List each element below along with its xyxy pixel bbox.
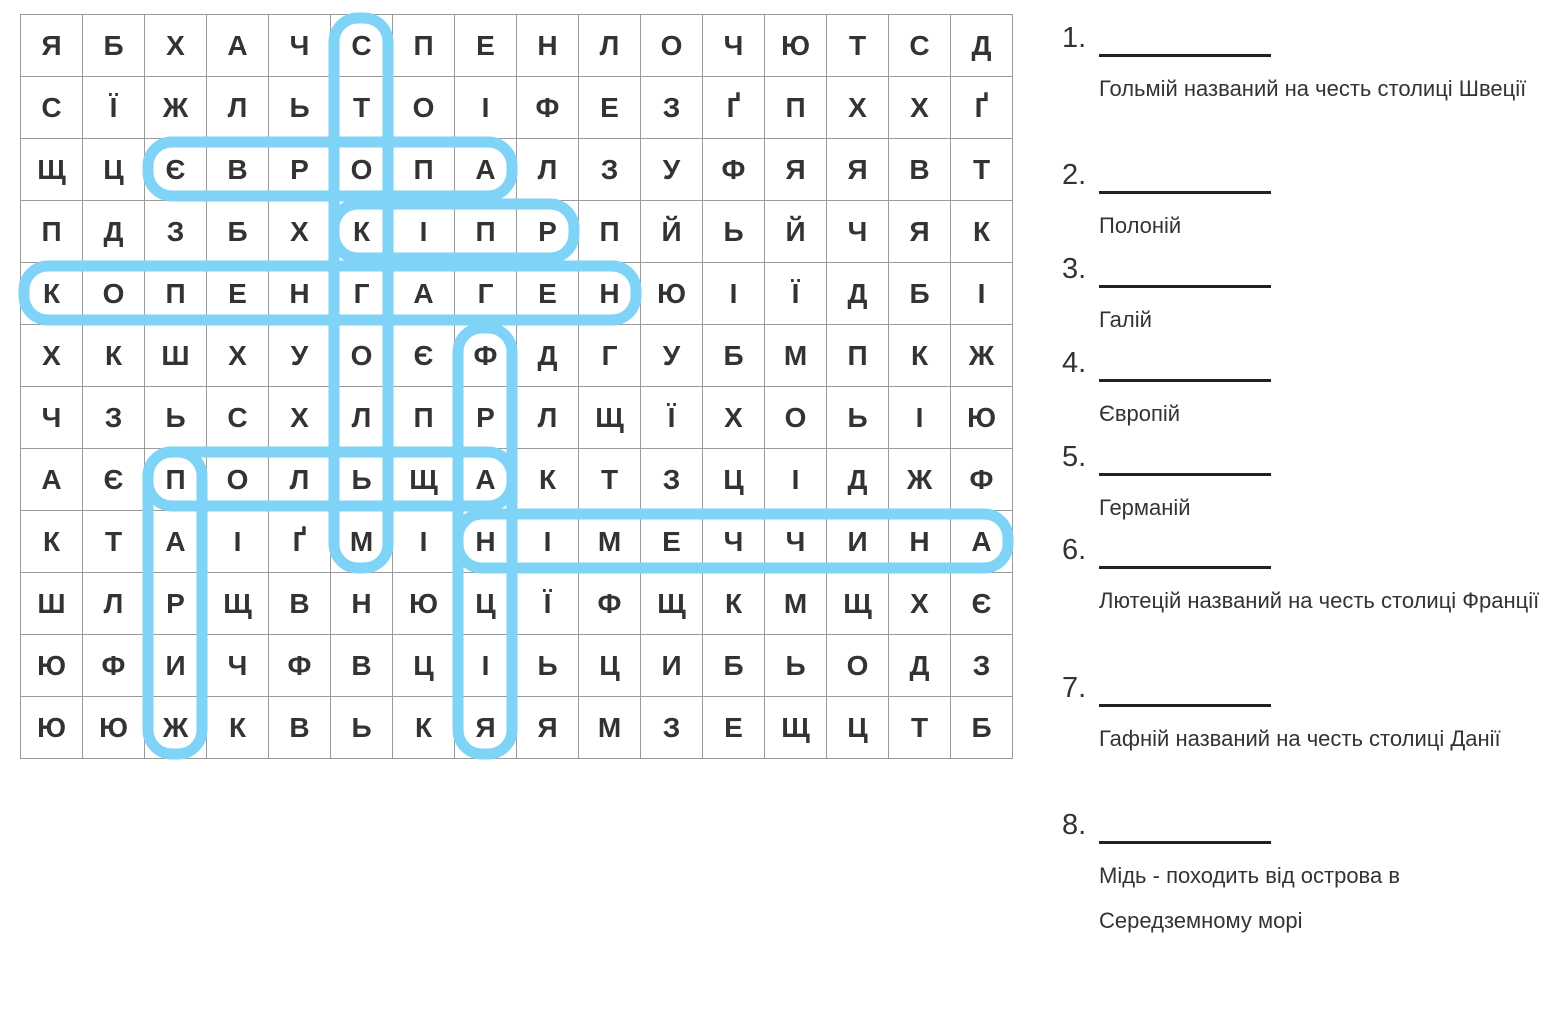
grid-cell[interactable]: П [765, 77, 827, 139]
grid-cell[interactable]: Ї [765, 263, 827, 325]
grid-cell[interactable]: П [455, 201, 517, 263]
grid-cell[interactable]: П [827, 325, 889, 387]
grid-cell[interactable]: А [21, 449, 83, 511]
grid-cell[interactable]: Ц [579, 635, 641, 697]
grid-cell[interactable]: Т [579, 449, 641, 511]
answer-blank[interactable] [1099, 191, 1271, 194]
grid-cell[interactable]: Ф [269, 635, 331, 697]
grid-cell[interactable]: Т [951, 139, 1013, 201]
grid-cell[interactable]: Т [827, 15, 889, 77]
grid-cell[interactable]: З [83, 387, 145, 449]
grid-cell[interactable]: Ц [703, 449, 765, 511]
grid-cell[interactable]: Б [83, 15, 145, 77]
grid-cell[interactable]: К [517, 449, 579, 511]
grid-cell[interactable]: Ю [641, 263, 703, 325]
grid-cell[interactable]: І [455, 635, 517, 697]
grid-cell[interactable]: І [765, 449, 827, 511]
grid-cell[interactable]: Я [889, 201, 951, 263]
grid-cell[interactable]: І [393, 201, 455, 263]
grid-cell[interactable]: И [145, 635, 207, 697]
grid-cell[interactable]: Ґ [269, 511, 331, 573]
grid-cell[interactable]: Д [827, 263, 889, 325]
grid-cell[interactable]: О [393, 77, 455, 139]
grid-cell[interactable]: Х [269, 387, 331, 449]
grid-cell[interactable]: Ц [393, 635, 455, 697]
grid-cell[interactable]: В [207, 139, 269, 201]
grid-cell[interactable]: А [455, 449, 517, 511]
grid-cell[interactable]: Р [269, 139, 331, 201]
grid-cell[interactable]: Щ [765, 697, 827, 759]
grid-cell[interactable]: Н [331, 573, 393, 635]
grid-cell[interactable]: С [21, 77, 83, 139]
grid-cell[interactable]: К [703, 573, 765, 635]
answer-blank[interactable] [1099, 841, 1271, 844]
grid-cell[interactable]: Ч [703, 511, 765, 573]
grid-cell[interactable]: Л [517, 387, 579, 449]
grid-row [21, 573, 1013, 635]
grid-cell[interactable]: Щ [21, 139, 83, 201]
grid-row [21, 511, 1013, 573]
grid-cell[interactable]: Ї [83, 77, 145, 139]
grid-cell[interactable]: К [207, 697, 269, 759]
grid-cell[interactable]: З [951, 635, 1013, 697]
grid-cell[interactable]: П [21, 201, 83, 263]
grid-row [21, 635, 1013, 697]
grid-cell[interactable]: Щ [393, 449, 455, 511]
grid-cell[interactable]: П [579, 201, 641, 263]
grid-cell[interactable]: Ю [83, 697, 145, 759]
grid-cell[interactable]: Ї [517, 573, 579, 635]
grid-cell[interactable]: Б [207, 201, 269, 263]
grid-cell[interactable]: Ь [517, 635, 579, 697]
clue-number: 5. [1062, 441, 1087, 473]
grid-cell[interactable]: Ф [83, 635, 145, 697]
clue-number: 6. [1062, 534, 1087, 566]
grid-cell[interactable]: Т [889, 697, 951, 759]
grid-cell[interactable]: Е [579, 77, 641, 139]
grid-cell[interactable]: Є [951, 573, 1013, 635]
grid-cell[interactable]: К [21, 511, 83, 573]
grid-cell[interactable]: Ф [579, 573, 641, 635]
grid-cell[interactable]: Ч [207, 635, 269, 697]
grid-cell[interactable]: Д [83, 201, 145, 263]
grid-cell[interactable]: А [207, 15, 269, 77]
grid-cell[interactable]: Е [641, 511, 703, 573]
grid-cell[interactable]: Ж [951, 325, 1013, 387]
grid-cell[interactable]: Д [951, 15, 1013, 77]
grid-cell[interactable]: Р [455, 387, 517, 449]
grid-cell[interactable]: Д [517, 325, 579, 387]
grid-cell[interactable]: Щ [641, 573, 703, 635]
grid-cell[interactable]: Л [83, 573, 145, 635]
grid-cell[interactable]: Е [703, 697, 765, 759]
grid-cell[interactable]: Р [145, 573, 207, 635]
answer-blank[interactable] [1099, 473, 1271, 476]
answer-blank[interactable] [1099, 566, 1271, 569]
grid-cell[interactable]: Ц [827, 697, 889, 759]
grid-cell[interactable]: Й [765, 201, 827, 263]
grid-cell[interactable]: Б [703, 635, 765, 697]
grid-cell[interactable]: Ю [21, 697, 83, 759]
grid-cell[interactable]: Ф [703, 139, 765, 201]
grid-cell[interactable]: Е [517, 263, 579, 325]
grid-cell[interactable]: Ж [145, 77, 207, 139]
grid-cell[interactable]: М [579, 697, 641, 759]
grid-cell[interactable]: Є [145, 139, 207, 201]
grid-cell[interactable]: З [641, 77, 703, 139]
grid-cell[interactable]: К [21, 263, 83, 325]
grid-cell[interactable]: Ш [21, 573, 83, 635]
grid-cell[interactable]: Ь [145, 387, 207, 449]
grid-cell[interactable]: Ь [827, 387, 889, 449]
grid-cell[interactable]: С [889, 15, 951, 77]
grid-cell[interactable]: Б [889, 263, 951, 325]
grid-cell[interactable]: Я [827, 139, 889, 201]
grid-cell[interactable]: А [145, 511, 207, 573]
grid-cell[interactable]: І [455, 77, 517, 139]
grid-cell[interactable]: І [703, 263, 765, 325]
grid-cell[interactable]: Ф [517, 77, 579, 139]
grid-cell[interactable]: К [951, 201, 1013, 263]
grid-cell[interactable]: Ч [269, 15, 331, 77]
grid-cell[interactable]: Д [889, 635, 951, 697]
grid-cell[interactable]: Х [889, 573, 951, 635]
grid-cell[interactable]: Л [517, 139, 579, 201]
grid-cell[interactable]: В [269, 697, 331, 759]
grid-cell[interactable]: С [207, 387, 269, 449]
grid-cell[interactable]: Ю [393, 573, 455, 635]
clue-number: 3. [1062, 253, 1087, 285]
grid-cell[interactable]: З [579, 139, 641, 201]
grid-cell[interactable]: Ф [455, 325, 517, 387]
grid-cell[interactable]: Ь [331, 697, 393, 759]
grid-row [21, 77, 1013, 139]
grid-cell[interactable]: Т [331, 77, 393, 139]
grid-cell[interactable]: С [331, 15, 393, 77]
grid-cell[interactable]: О [827, 635, 889, 697]
grid-cell[interactable]: Ч [765, 511, 827, 573]
clue-text: Гафній названий на честь столиці Данії [1099, 726, 1501, 751]
grid-cell[interactable]: М [331, 511, 393, 573]
clue-number: 8. [1062, 809, 1087, 841]
grid-cell[interactable]: Б [703, 325, 765, 387]
grid-cell[interactable]: П [393, 387, 455, 449]
grid-cell[interactable]: Ж [889, 449, 951, 511]
grid-cell[interactable]: Ц [83, 139, 145, 201]
grid-cell[interactable]: Ц [455, 573, 517, 635]
grid-cell[interactable]: Є [83, 449, 145, 511]
grid-cell[interactable]: В [269, 573, 331, 635]
grid-cell[interactable]: Н [889, 511, 951, 573]
answer-blank[interactable] [1099, 704, 1271, 707]
grid-cell[interactable]: А [393, 263, 455, 325]
grid-cell[interactable]: І [889, 387, 951, 449]
grid-cell[interactable]: Н [579, 263, 641, 325]
grid-cell[interactable]: Х [703, 387, 765, 449]
grid-cell[interactable]: М [765, 573, 827, 635]
grid-cell[interactable]: Р [517, 201, 579, 263]
grid-cell[interactable]: Х [269, 201, 331, 263]
grid-cell[interactable]: Х [889, 77, 951, 139]
grid-cell[interactable]: Х [207, 325, 269, 387]
grid-row [21, 387, 1013, 449]
grid-row [21, 15, 1013, 77]
grid-cell[interactable]: Е [207, 263, 269, 325]
grid-cell[interactable]: В [331, 635, 393, 697]
grid-cell[interactable]: О [331, 139, 393, 201]
grid-cell[interactable]: Г [331, 263, 393, 325]
grid-cell[interactable]: І [207, 511, 269, 573]
grid-cell[interactable]: Ю [765, 15, 827, 77]
grid-cell[interactable]: Ю [951, 387, 1013, 449]
grid-cell[interactable]: Ш [145, 325, 207, 387]
grid-cell[interactable]: Ь [269, 77, 331, 139]
grid-cell[interactable]: Ґ [703, 77, 765, 139]
grid-cell[interactable]: Х [145, 15, 207, 77]
grid-cell[interactable]: О [765, 387, 827, 449]
grid-cell[interactable]: Г [455, 263, 517, 325]
grid-cell[interactable]: О [331, 325, 393, 387]
grid-cell[interactable]: Н [517, 15, 579, 77]
grid-cell[interactable]: З [641, 449, 703, 511]
clue-text: Європій [1099, 401, 1181, 426]
grid-cell[interactable]: Ї [641, 387, 703, 449]
grid-cell[interactable]: Х [827, 77, 889, 139]
grid-cell[interactable]: Ч [827, 201, 889, 263]
clue-text: Германій [1099, 495, 1191, 520]
clue-text: Гольмій названий на честь столиці Швеції [1099, 76, 1527, 101]
grid-cell[interactable]: Ґ [951, 77, 1013, 139]
grid-cell[interactable]: У [641, 139, 703, 201]
grid-cell[interactable]: П [145, 449, 207, 511]
grid-cell[interactable]: Й [641, 201, 703, 263]
grid-cell[interactable]: П [393, 15, 455, 77]
grid-cell[interactable]: Н [455, 511, 517, 573]
grid-cell[interactable]: И [641, 635, 703, 697]
grid-cell[interactable]: В [889, 139, 951, 201]
grid-cell[interactable]: А [455, 139, 517, 201]
grid-cell[interactable]: Я [455, 697, 517, 759]
grid-cell[interactable]: У [641, 325, 703, 387]
grid-cell[interactable]: П [145, 263, 207, 325]
grid-cell[interactable]: Л [579, 15, 641, 77]
grid-cell[interactable]: Ч [21, 387, 83, 449]
word-search-grid [20, 14, 1013, 759]
answer-blank[interactable] [1099, 54, 1271, 57]
grid-cell[interactable]: З [145, 201, 207, 263]
grid-cell[interactable]: Е [455, 15, 517, 77]
grid-cell[interactable]: І [951, 263, 1013, 325]
grid-cell[interactable]: Т [83, 511, 145, 573]
grid-cell[interactable]: Ь [331, 449, 393, 511]
grid-cell[interactable]: О [641, 15, 703, 77]
clue-number: 4. [1062, 347, 1087, 379]
grid-cell[interactable]: К [889, 325, 951, 387]
grid-cell[interactable]: Щ [207, 573, 269, 635]
grid-cell[interactable]: Ф [951, 449, 1013, 511]
grid-cell[interactable]: Ч [703, 15, 765, 77]
grid-cell[interactable]: Б [951, 697, 1013, 759]
grid-cell[interactable]: І [393, 511, 455, 573]
grid-cell[interactable]: М [765, 325, 827, 387]
clue-text: Мідь - походить від острова в Середземному морі [1099, 863, 1401, 933]
grid-cell[interactable]: І [517, 511, 579, 573]
grid-row [21, 263, 1013, 325]
clue-number: 7. [1062, 672, 1087, 704]
grid-cell[interactable]: Щ [579, 387, 641, 449]
clue-number: 2. [1062, 159, 1087, 191]
grid-cell[interactable]: Ь [765, 635, 827, 697]
grid-cell[interactable]: Л [269, 449, 331, 511]
grid-cell[interactable]: Є [393, 325, 455, 387]
clue-text: Галій [1099, 307, 1152, 332]
grid-cell[interactable]: О [83, 263, 145, 325]
grid-row [21, 449, 1013, 511]
grid-cell[interactable]: Ю [21, 635, 83, 697]
grid-cell[interactable]: Я [765, 139, 827, 201]
grid-row [21, 325, 1013, 387]
grid-cell[interactable]: И [827, 511, 889, 573]
grid-cell[interactable]: К [331, 201, 393, 263]
grid-cell[interactable]: К [83, 325, 145, 387]
grid-cell[interactable]: О [207, 449, 269, 511]
grid-cell[interactable]: Г [579, 325, 641, 387]
grid-cell[interactable]: Ж [145, 697, 207, 759]
grid-row [21, 697, 1013, 759]
clue-number: 1. [1062, 22, 1087, 54]
grid-cell[interactable]: У [269, 325, 331, 387]
grid-cell[interactable]: Х [21, 325, 83, 387]
clue-text: Лютецій названий на честь столиці Франції [1099, 588, 1540, 613]
grid-row [21, 201, 1013, 263]
grid-cell[interactable]: Ь [703, 201, 765, 263]
grid-cell[interactable]: А [951, 511, 1013, 573]
grid-cell[interactable]: Щ [827, 573, 889, 635]
grid-cell[interactable]: Я [517, 697, 579, 759]
grid-cell[interactable]: П [393, 139, 455, 201]
grid-cell[interactable]: Л [207, 77, 269, 139]
grid-cell[interactable]: М [579, 511, 641, 573]
grid-cell[interactable]: Я [21, 15, 83, 77]
grid-cell[interactable]: Л [331, 387, 393, 449]
grid-cell[interactable]: Д [827, 449, 889, 511]
grid-cell[interactable]: З [641, 697, 703, 759]
grid-cell[interactable]: Н [269, 263, 331, 325]
grid-cell[interactable]: К [393, 697, 455, 759]
answer-blank[interactable] [1099, 379, 1271, 382]
grid-row [21, 139, 1013, 201]
answer-blank[interactable] [1099, 285, 1271, 288]
clue-text: Полоній [1099, 213, 1182, 238]
